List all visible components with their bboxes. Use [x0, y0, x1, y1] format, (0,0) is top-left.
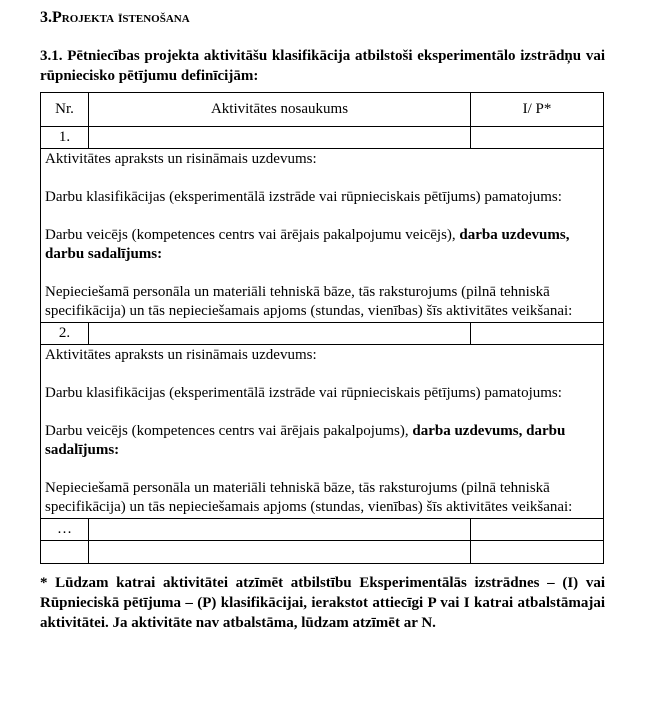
- activity1-name-cell: [89, 127, 471, 149]
- table-header-row: [41, 93, 604, 127]
- header-activity-name: Aktivitātes nosaukums: [89, 93, 471, 127]
- activity2-ip-cell: [471, 323, 604, 345]
- ellipsis-ip-cell: [471, 519, 604, 541]
- ellipsis-nr: …: [41, 519, 89, 541]
- activity1-description-row: [41, 149, 604, 323]
- empty-name-cell: [89, 541, 471, 564]
- activity2-description-cell: [41, 345, 604, 519]
- activity2-performer-text-run: Darbu veicējs (kompetences centrs vai ārējais pakalpojums),: [45, 423, 413, 439]
- activity2-resources: Nepieciešamā personāla un materiāli tehniskā bāze, tās raksturojums (pilnā tehniskā specifikācija) un tās nepieciešamais apjoms (stundas, vienības) šīs aktivitātes veikšanai:: [45, 480, 573, 515]
- ellipsis-name-cell: [89, 519, 471, 541]
- activity1-performer-bold-run: darba uzdevums, darbu sadalījums:: [45, 227, 570, 262]
- header-nr: Nr.: [41, 93, 89, 127]
- header-ip: I/ P*: [471, 93, 604, 127]
- activity1-number-row: [41, 127, 604, 149]
- activity1-performer-text-run: Darbu veicējs (kompetences centrs vai ārējais pakalpojumu veicējs),: [45, 227, 460, 243]
- activities-table: [40, 92, 604, 564]
- ellipsis-row: [41, 519, 604, 541]
- activity1-classification: Darbu klasifikācijas (eksperimentālā izstrāde vai rūpnieciskais pētījums) pamatojums:: [45, 189, 562, 205]
- activity2-description-label: Aktivitātes apraksts un risināmais uzdevums:: [45, 347, 317, 363]
- activity2-performer-bold-run: darba uzdevums, darbu sadalījums:: [45, 423, 566, 458]
- activity1-description-cell: [41, 149, 604, 323]
- section-title: 3.1. Pētniecības projekta aktivitāšu klasifikācija atbilstoši eksperimentālo izstrādņu vai rūpniecisko pētījumu definīcijām:: [40, 48, 605, 84]
- activity2-description-row: [41, 345, 604, 519]
- activity2-name-cell: [89, 323, 471, 345]
- activity1-description-label: Aktivitātes apraksts un risināmais uzdevums:: [45, 151, 317, 167]
- empty-row: [41, 541, 604, 564]
- activity2-nr: 2.: [41, 323, 89, 345]
- document-heading: 3.Projekta īstenošana: [40, 9, 190, 26]
- activity1-resources: Nepieciešamā personāla un materiāli tehniskā bāze, tās raksturojums (pilnā tehniskā specifikācija) un tās nepieciešamais apjoms (stundas, vienības) šīs aktivitātes veikšanai:: [45, 284, 573, 319]
- activity2-performer: [45, 422, 599, 460]
- activity1-ip-cell: [471, 127, 604, 149]
- footnote: * Lūdzam katrai aktivitātei atzīmēt atbilstību Eksperimentālās izstrādnes – (I) vai Rūpnieciskā pētījuma – (P) klasifikācijai, ierakstot attiecīgi P vai I katrai atbalstāmajai aktivitātei. Ja aktivitāte nav atbalstāma, lūdzam atzīmēt ar N.: [40, 575, 605, 631]
- activity1-nr: 1.: [41, 127, 89, 149]
- activity2-number-row: [41, 323, 604, 345]
- activity2-classification: Darbu klasifikācijas (eksperimentālā izstrāde vai rūpnieciskais pētījums) pamatojums:: [45, 385, 562, 401]
- empty-ip-cell: [471, 541, 604, 564]
- empty-nr-cell: [41, 541, 89, 564]
- activity1-performer: [45, 226, 599, 264]
